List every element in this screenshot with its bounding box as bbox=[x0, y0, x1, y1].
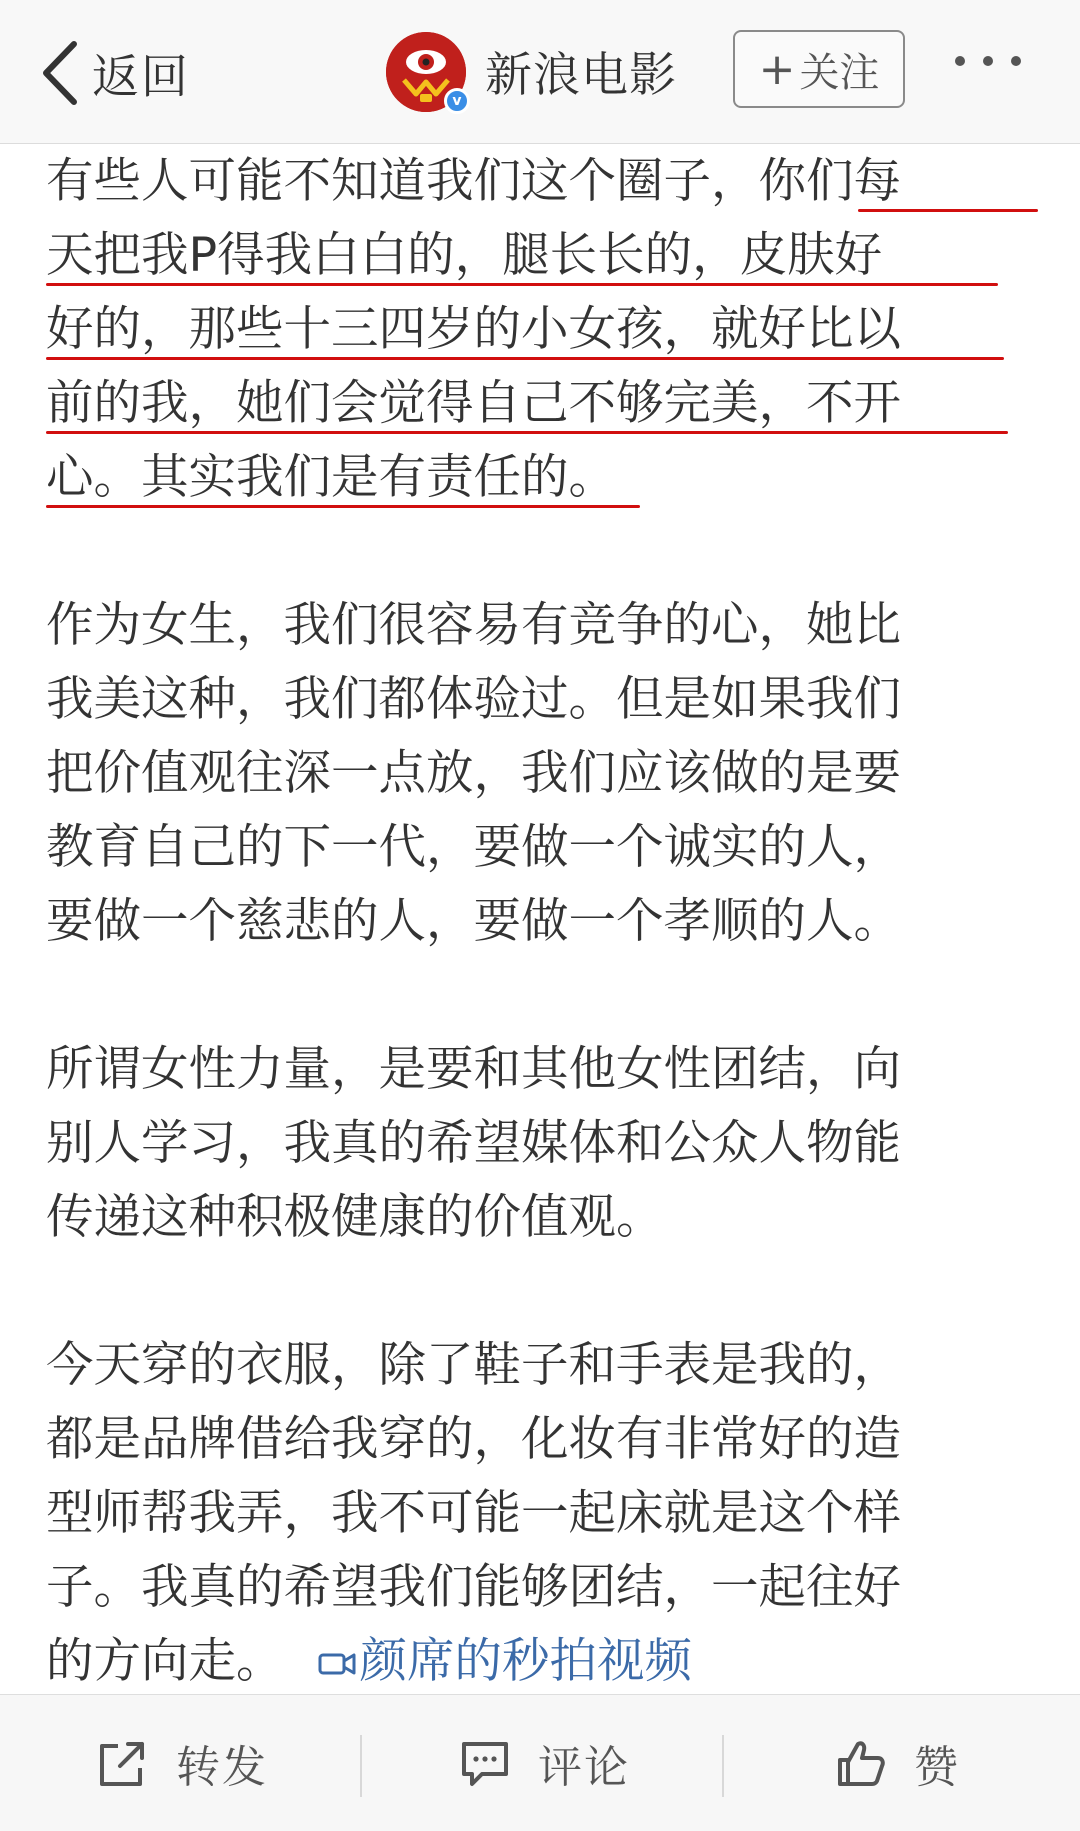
text-line bbox=[46, 145, 1046, 219]
back-label: 返回 bbox=[92, 49, 190, 105]
post-body bbox=[46, 145, 1046, 1699]
text-line: 别人学习，我真的希望媒体和公众人物能 bbox=[46, 1116, 901, 1171]
text-line bbox=[46, 1625, 1046, 1699]
video-link[interactable] bbox=[318, 1634, 693, 1689]
highlight-underline bbox=[46, 357, 1004, 360]
repost-label: 转发 bbox=[176, 1742, 268, 1793]
like-button[interactable] bbox=[834, 1695, 960, 1831]
text-line: 我美这种，我们都体验过。但是如果我们 bbox=[46, 672, 901, 727]
repost-button[interactable] bbox=[96, 1695, 268, 1831]
more-dot-icon bbox=[955, 56, 965, 66]
text-line bbox=[46, 441, 1046, 515]
text-line: 所谓女性力量，是要和其他女性团结，向 bbox=[46, 1042, 901, 1097]
line-text: 心。其实我们是有责任的。 bbox=[46, 450, 616, 505]
account-avatar[interactable] bbox=[386, 32, 466, 112]
divider bbox=[360, 1735, 362, 1797]
follow-button[interactable] bbox=[733, 30, 905, 108]
verified-badge-icon: v bbox=[444, 88, 470, 114]
line-text: 好的，那些十三四岁的小女孩，就好比以 bbox=[46, 302, 901, 357]
text-line bbox=[46, 293, 1046, 367]
post-paragraph bbox=[46, 145, 1046, 515]
chevron-left-icon bbox=[40, 40, 80, 106]
text-line: 型师帮我弄，我不可能一起床就是这个样 bbox=[46, 1486, 901, 1541]
plus-icon: + bbox=[758, 43, 796, 95]
post-paragraph bbox=[46, 1329, 1046, 1699]
top-navigation-bar bbox=[0, 0, 1080, 144]
post-paragraph bbox=[46, 589, 1046, 959]
comment-label: 评论 bbox=[538, 1742, 630, 1793]
bottom-action-bar bbox=[0, 1694, 1080, 1831]
back-button[interactable] bbox=[40, 28, 190, 118]
follow-label: 关注 bbox=[799, 49, 880, 96]
text-line: 作为女生，我们很容易有竞争的心，她比 bbox=[46, 598, 901, 653]
text-line: 要做一个慈悲的人，要做一个孝顺的人。 bbox=[46, 894, 901, 949]
post-paragraph bbox=[46, 1033, 1046, 1255]
text-line: 都是品牌借给我穿的，化妆有非常好的造 bbox=[46, 1412, 901, 1467]
account-name[interactable]: 新浪电影 bbox=[485, 48, 677, 103]
highlight-underline bbox=[46, 283, 998, 286]
comment-icon bbox=[458, 1736, 512, 1790]
text-line: 今天穿的衣服，除了鞋子和手表是我的， bbox=[46, 1338, 901, 1393]
video-camera-icon bbox=[318, 1649, 356, 1679]
more-options-button[interactable] bbox=[955, 56, 1021, 66]
text-line: 传递这种积极健康的价值观。 bbox=[46, 1190, 664, 1245]
video-link-label: 颜席的秒拍视频 bbox=[359, 1634, 692, 1689]
line-text: 前的我，她们会觉得自己不够完美，不开 bbox=[46, 376, 901, 431]
text-line: 子。我真的希望我们能够团结，一起往好 bbox=[46, 1560, 901, 1615]
thumbs-up-icon bbox=[834, 1736, 888, 1790]
text-line: 教育自己的下一代，要做一个诚实的人， bbox=[46, 820, 901, 875]
divider bbox=[722, 1735, 724, 1797]
comment-button[interactable] bbox=[458, 1695, 630, 1831]
line-text: 天把我P得我白白的，腿长长的，皮肤好 bbox=[46, 228, 883, 283]
more-dot-icon bbox=[1011, 56, 1021, 66]
highlight-underline bbox=[46, 505, 640, 508]
like-label: 赞 bbox=[914, 1742, 960, 1793]
line-text: 的方向走。 bbox=[46, 1634, 284, 1689]
text-line: 把价值观往深一点放，我们应该做的是要 bbox=[46, 746, 901, 801]
text-line bbox=[46, 219, 1046, 293]
highlight-underline bbox=[46, 431, 1008, 434]
highlight-underline bbox=[858, 209, 1038, 212]
share-icon bbox=[96, 1736, 150, 1790]
more-dot-icon bbox=[983, 56, 993, 66]
text-line bbox=[46, 367, 1046, 441]
line-text: 有些人可能不知道我们这个圈子，你们每 bbox=[46, 154, 901, 209]
